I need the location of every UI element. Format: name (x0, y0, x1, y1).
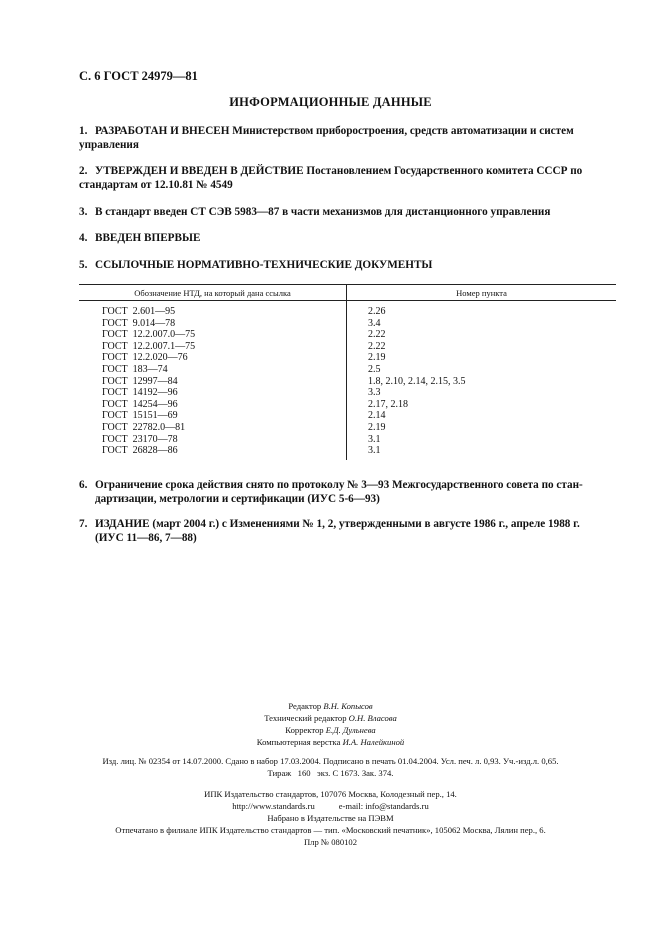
item-text: Министерством приборостроения, средств автоматизации и систем (229, 125, 574, 137)
table-cell-doc: ГОСТ 2.601—95 (102, 306, 176, 317)
table-cell-doc: ГОСТ 12.2.007.1—75 (102, 340, 196, 352)
item-text: Постановлением Государственного комитета СССР по (303, 165, 583, 177)
info-item-3 (79, 205, 619, 219)
page-header: С. 6 ГОСТ 24979—81 (79, 69, 198, 83)
table-column-divider (346, 284, 347, 460)
table-column-documents (102, 306, 195, 457)
table-cell-doc: ГОСТ 183—74 (102, 363, 168, 375)
item-number: 2. (79, 165, 88, 177)
credit-name: Е.Д. Дульнева (325, 725, 376, 735)
table-cell-doc: ГОСТ 12.2.007.0—75 (102, 329, 196, 341)
table-cell-clause: 2.19 (368, 421, 386, 433)
table-cell-clause: 2.22 (368, 329, 386, 341)
table-cell-doc: ГОСТ 14254—96 (102, 398, 178, 410)
publisher-contacts (0, 800, 661, 812)
item-text-continuation: стандартам от 12.10.81 № 4549 (79, 179, 233, 191)
item-text: Ограничение срока действия снято по протоколу № 3—93 Межгосударственного совета по стан- (95, 479, 583, 491)
table-cell-clause: 2.19 (368, 352, 386, 364)
publisher-printer: Отпечатано в филиале ИПК Издательство стандартов — тип. «Московский печатник», 105062 Москва, Лялин пер., 6. (115, 825, 546, 835)
imprint-line: Изд. лиц. № 02354 от 14.07.2000. Сдано в набор 17.03.2004. Подписано в печать 01.04.2004. Усл. печ. л. 0,93. Уч.-изд.л. 0,65. (102, 756, 559, 766)
item-text: ССЫЛОЧНЫЕ НОРМАТИВНО-ТЕХНИЧЕСКИЕ ДОКУМЕНТЫ (95, 259, 433, 271)
table-cell-clause: 2.5 (368, 363, 381, 375)
table-cell-doc: ГОСТ 26828—86 (102, 445, 178, 457)
credit-proofreader (0, 724, 661, 736)
item-number: 5. (79, 259, 88, 271)
publisher-website: http://www.standards.ru (232, 801, 315, 811)
credit-name: В.Н. Копысов (323, 701, 373, 711)
table-cell-clause: 3.3 (368, 387, 381, 399)
item-number: 4. (79, 232, 88, 244)
info-item-5 (79, 258, 619, 272)
imprint (0, 755, 661, 779)
credit-name: И.А. Налейкиной (342, 737, 405, 747)
table-header-clause: Номер пункта (456, 288, 507, 298)
table-cell-clause: 2.14 (368, 410, 386, 422)
table-cell-doc: ГОСТ 14192—96 (102, 387, 178, 399)
credit-layout (0, 736, 661, 748)
item-number: 6. (79, 479, 88, 491)
page-title: ИНФОРМАЦИОННЫЕ ДАННЫЕ (229, 95, 432, 109)
item-text-continuation: (ИУС 11—86, 7—88) (95, 532, 197, 544)
credit-role: Корректор (285, 725, 324, 735)
item-text-continuation: управления (79, 139, 139, 151)
info-item-4 (79, 231, 619, 245)
table-column-clauses (368, 306, 466, 457)
table-cell-clause: 1.8, 2.10, 2.14, 2.15, 3.5 (368, 375, 466, 387)
item-lead: УТВЕРЖДЕН И ВВЕДЕН В ДЕЙСТВИЕ (95, 165, 304, 177)
item-lead: РАЗРАБОТАН И ВНЕСЕН (95, 125, 230, 137)
info-item-2 (79, 164, 619, 192)
table-cell-doc: ГОСТ 23170—78 (102, 433, 178, 445)
publisher-license: Плр № 080102 (303, 837, 358, 847)
item-number: 3. (79, 206, 88, 218)
table-cell-doc: ГОСТ 22782.0—81 (102, 421, 186, 433)
item-lead: ИЗДАНИЕ (95, 518, 150, 530)
info-item-6 (79, 478, 619, 506)
publisher-email: e-mail: info@standards.ru (338, 801, 429, 811)
publisher-address: ИПК Издательство стандартов, 107076 Москва, Колодезный пер., 14. (204, 789, 457, 799)
item-text: В стандарт введен СТ СЭВ 5983—87 в части механизмов для дистанционного управления (95, 206, 551, 218)
table-cell-doc: ГОСТ 9.014—78 (102, 317, 176, 329)
table-cell-clause: 2.26 (368, 306, 386, 317)
table-cell-clause: 3.4 (368, 317, 381, 329)
info-item-7 (79, 517, 619, 545)
table-header-rule (79, 300, 616, 301)
table-cell-doc: ГОСТ 15151—69 (102, 410, 178, 422)
table-top-rule (79, 284, 616, 285)
item-text-continuation: дартизации, метрологии и сертификации (ИУС 5-6—93) (95, 493, 380, 505)
editorial-credits (0, 700, 661, 748)
credit-tech-editor (0, 712, 661, 724)
publisher-typeset: Набрано в Издательстве на ПЭВМ (267, 813, 394, 823)
table-cell-doc: ГОСТ 12997—84 (102, 375, 178, 387)
imprint-line: Тираж 160 экз. С 1673. Зак. 374. (267, 768, 394, 778)
info-item-1 (79, 124, 619, 152)
table-cell-clause: 2.17, 2.18 (368, 398, 408, 410)
item-number: 1. (79, 125, 88, 137)
credit-editor (0, 700, 661, 712)
item-number: 7. (79, 518, 88, 530)
table-cell-clause: 2.22 (368, 340, 386, 352)
publisher-info (0, 788, 661, 848)
table-cell-clause: 3.1 (368, 445, 381, 457)
item-text: ВВЕДЕН ВПЕРВЫЕ (95, 232, 201, 244)
credit-role: Технический редактор (264, 713, 347, 723)
credit-role: Компьютерная верстка (256, 737, 341, 747)
table-header-document: Обозначение НТД, на который дана ссылка (134, 288, 291, 298)
item-text: (март 2004 г.) с Изменениями № 1, 2, утвержденными в августе 1986 г., апреле 1988 г. (149, 518, 580, 530)
credit-name: О.Н. Власова (348, 713, 397, 723)
table-cell-clause: 3.1 (368, 433, 381, 445)
table-cell-doc: ГОСТ 12.2.020—76 (102, 352, 188, 364)
credit-role: Редактор (288, 701, 322, 711)
